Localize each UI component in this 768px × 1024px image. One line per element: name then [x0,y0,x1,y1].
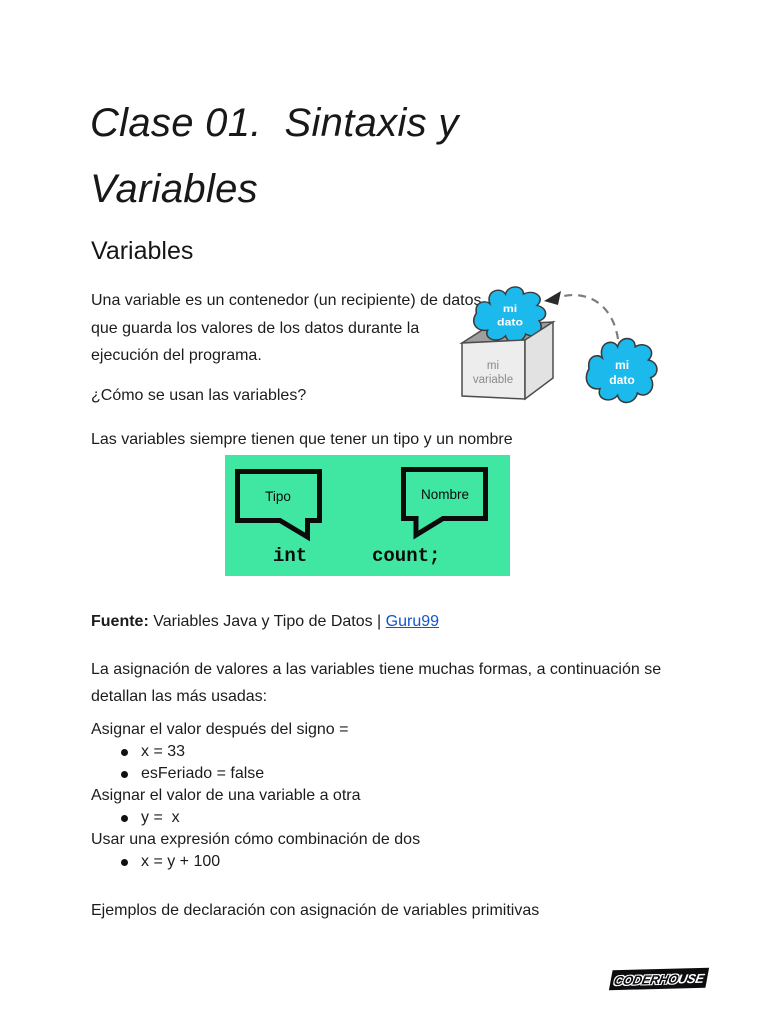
page-title: Clase 01. Sintaxis y Variables [90,101,471,211]
bullet-icon [121,749,128,756]
list-item-x-33 [91,741,420,763]
example-text: y = x [141,809,180,826]
list-item-esferiado [91,763,420,785]
logo-solid-text: USE [676,970,706,986]
list-item-x-y-100 [91,851,420,873]
source-text: Variables Java y Tipo de Datos | [153,613,386,630]
source-line [91,613,439,631]
dashed-arrow-path [560,295,618,339]
bullet-icon [121,859,128,866]
right-blob-label-line1: mi [614,357,630,372]
assignment-list [91,719,420,873]
code-name-token: count; [372,545,441,567]
example-text: esFeriado = false [141,765,265,782]
speech-bubble-nombre [401,467,493,541]
arrowhead-icon [544,291,561,305]
coderhouse-logo [609,968,709,991]
question-line: ¿Cómo se usan las variables? [91,387,307,404]
bubble-tipo-label: Tipo [265,489,291,504]
right-blob-label-line2: dato [609,373,635,388]
code-type-token: int [273,545,308,567]
statement-line: Las variables siempre tienen que tener un tipo y un nombre [91,431,513,448]
bullet-icon [121,815,128,822]
example-text: x = y + 100 [141,853,221,870]
top-blob-label-line1: mi [502,303,518,315]
guru99-link[interactable]: Guru99 [385,613,440,630]
logo-outline-text: CODERHO [612,971,680,988]
data-blob-free [586,339,657,403]
source-label: Fuente [91,613,144,630]
list-item-y-x [91,807,420,829]
section-heading-variables: Variables [91,237,194,265]
assignment-label-2: Asignar el valor de una variable a otra [91,787,361,804]
top-blob-label-line2: dato [497,317,523,329]
box-label-line1: mi [486,360,500,372]
closing-line: Ejemplos de declaración con asignación de variables primitivas [91,902,540,919]
box-label-line2: variable [472,374,514,386]
example-text: x = 33 [141,743,186,760]
type-name-figure [225,455,510,576]
intro-paragraph: Una variable es un contenedor (un recipiente) de datos que guarda los valores de los datos durante la ejecución del programa. [91,292,486,364]
speech-bubble-tipo [235,469,327,543]
source-separator: : [143,613,154,630]
assignment-label-3: Usar una expresión cómo combinación de dos [91,831,421,848]
bullet-icon [121,771,128,778]
assignment-label-1: Asignar el valor después del signo = [91,721,349,738]
bubble-nombre-label: Nombre [420,487,470,502]
assignment-intro: La asignación de valores a las variables tiene muchas formas, a continuación se detallan las más usadas: [91,661,666,705]
variable-box-illustration [452,285,664,405]
